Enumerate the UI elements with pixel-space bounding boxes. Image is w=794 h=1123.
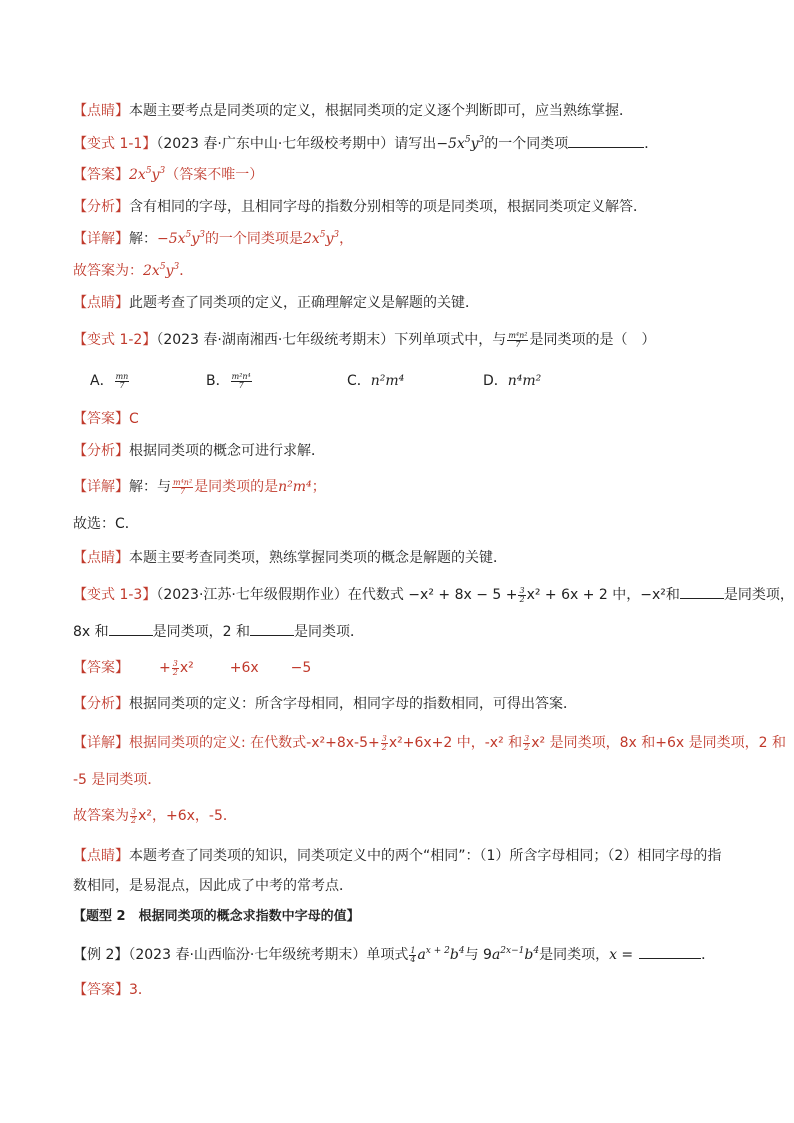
text: 根据同类项的定义：所含字母相同，相同字母的指数相同，可得出答案． <box>129 696 577 712</box>
expr: x = <box>609 947 634 963</box>
expr-base: a <box>491 947 501 963</box>
expr-sup: 4 <box>533 946 540 956</box>
text: 是同类项的是（ ） <box>529 332 656 348</box>
text: （2023 春·广东中山·七年级校考期中）请写出 <box>156 136 437 152</box>
expr-sup: 3 <box>199 230 205 240</box>
text: ． <box>179 263 194 279</box>
expr-base: y <box>470 136 479 152</box>
text: 的一个同类项是 <box>204 231 303 247</box>
fraction <box>130 808 137 825</box>
line-analysis-1-1 <box>73 197 647 217</box>
expr <box>417 947 464 963</box>
expr-sup: 5 <box>159 262 166 272</box>
numerator: 3 <box>131 806 137 816</box>
line-conclusion-1-2 <box>73 514 139 534</box>
expr-base: y <box>325 231 334 247</box>
expr-sup: 2x−1 <box>500 946 525 956</box>
answer-3: −5 <box>290 660 312 676</box>
numerator: 3 <box>172 658 178 668</box>
denominator: 2 <box>131 815 137 825</box>
line-conclusion-1-1 <box>73 261 193 281</box>
option-d[interactable] <box>483 371 541 391</box>
fraction <box>115 373 130 390</box>
line-detail-1-3 <box>73 733 786 753</box>
tag-label: 【分析】 <box>73 199 129 215</box>
expr-base: −5x <box>436 136 465 152</box>
expr-sup: 3 <box>173 262 180 272</box>
numerator: mn <box>115 371 129 381</box>
line-analysis-1-3 <box>73 694 577 714</box>
denominator: 7 <box>180 486 186 496</box>
fraction <box>172 660 179 677</box>
expr-base: 2x <box>143 263 160 279</box>
expr-sup: 3 <box>333 230 340 240</box>
text: ． <box>701 947 716 963</box>
fraction <box>231 373 252 390</box>
answer-1: x² <box>179 660 194 676</box>
heading-text: 【题型 2 根据同类项的概念求指数中字母的值】 <box>73 909 360 924</box>
line-detail-1-1 <box>73 229 353 249</box>
expr: n²m⁴ <box>278 479 312 495</box>
text: 故选：C． <box>73 516 139 532</box>
denominator: 4 <box>410 954 416 964</box>
text: 是同类项． <box>294 624 365 640</box>
text: 数相同，是易混点，因此成了中考的常考点． <box>73 878 353 894</box>
text: 与 9 <box>464 947 492 963</box>
expr-base: a <box>417 947 426 963</box>
line-variant-1-2 <box>73 330 655 350</box>
answer-blank[interactable] <box>250 621 294 636</box>
text: 8x 和 <box>73 624 109 640</box>
tag-label: 【答案】 <box>73 660 129 676</box>
expr-sup: 5 <box>185 230 192 240</box>
line-answer-2 <box>73 980 152 1000</box>
denominator: 2 <box>381 742 387 752</box>
text: 的一个同类项 <box>484 136 569 152</box>
options-row <box>90 371 710 395</box>
text: -5 是同类项． <box>73 772 162 788</box>
answer-blank[interactable] <box>680 584 724 599</box>
option-label: D． <box>483 373 508 389</box>
text: （2023 春·山西临汾·七年级统考期末）单项式 <box>128 947 409 963</box>
text: x²+6x+2 中，-x² 和 <box>388 735 523 751</box>
numerator: 1 <box>410 945 416 955</box>
text: ； <box>311 479 326 495</box>
fraction <box>523 735 530 752</box>
expr <box>143 263 179 279</box>
option-label: A． <box>90 373 114 389</box>
line-answer-1-2 <box>73 409 139 429</box>
expr-sup: 4 <box>458 946 465 956</box>
tag-label: 【答案】 <box>73 167 129 183</box>
text: 解： <box>129 231 157 247</box>
text: x² + 6x + 2 中，−x²和 <box>526 587 680 603</box>
expr-sup: x + 2 <box>425 946 450 956</box>
tag-label: 【点睛】 <box>73 848 129 864</box>
denominator: 7 <box>119 380 125 390</box>
tag-label: 【详解】 <box>73 735 129 751</box>
numerator: 3 <box>381 733 387 743</box>
answer-blank[interactable] <box>639 944 701 959</box>
expr <box>157 231 205 247</box>
numerator: m⁴n² <box>508 330 528 340</box>
expr-base: b <box>524 947 534 963</box>
text: 是同类项， <box>723 587 794 603</box>
numerator: 3 <box>519 585 525 595</box>
text: 是同类项，2 和 <box>152 624 251 640</box>
denominator: 7 <box>515 339 521 349</box>
option-c[interactable] <box>347 371 404 391</box>
line-detail-1-3-cont <box>73 770 161 790</box>
expr <box>492 947 539 963</box>
line-answer-1-3 <box>73 658 311 678</box>
answer-2: +6x <box>229 660 259 676</box>
line-conclusion-1-3 <box>73 806 237 826</box>
option-expr: n⁴m² <box>507 373 542 389</box>
text: 本题考查了同类项的知识，同类项定义中的两个“相同”：（1）所含字母相同；（2）相同字母的指 <box>129 848 722 864</box>
text: + <box>159 660 171 676</box>
expr-sup: 5 <box>145 166 152 176</box>
numerator: m²n⁴ <box>231 371 251 381</box>
text: 是同类项， <box>539 947 610 963</box>
line-variant-1-1 <box>73 133 658 154</box>
text: 故答案为 <box>73 808 129 824</box>
line-analysis-1-2 <box>73 441 325 461</box>
fraction <box>518 587 525 604</box>
line-variant-1-3 <box>73 584 794 605</box>
expr-base: 2x <box>129 167 146 183</box>
line-dianjing-4-cont <box>73 876 353 896</box>
text: 是同类项的是 <box>194 479 279 495</box>
text: 故答案为： <box>73 263 143 279</box>
line-detail-1-2 <box>73 477 326 497</box>
option-b[interactable] <box>206 371 253 391</box>
tag-label: 【答案】 <box>73 411 129 427</box>
text: ． <box>644 136 659 152</box>
line-variant-1-3-cont <box>73 621 364 642</box>
text: 本题主要考点是同类项的定义，根据同类项的定义逐个判断即可，应当熟练掌握． <box>129 103 633 119</box>
text: 根据同类项的概念可进行求解． <box>129 443 325 459</box>
fraction <box>172 479 193 496</box>
tag-label: 【分析】 <box>73 443 129 459</box>
answer-blank[interactable] <box>109 621 153 636</box>
denominator: 2 <box>172 667 178 677</box>
text: x² 是同类项，8x 和+6x 是同类项，2 和 <box>531 735 786 751</box>
text: 3． <box>129 982 152 998</box>
text: （2023·江苏·七年级假期作业）在代数式 −x² + 8x − 5 + <box>156 587 518 603</box>
text: 根据同类项的定义: 在代数式-x²+8x-5+ <box>129 735 380 751</box>
tag-label: 【变式 1-2】 <box>73 332 157 348</box>
text: 解：与 <box>129 479 171 495</box>
line-answer-1-1 <box>73 165 263 185</box>
answer-blank[interactable] <box>568 133 644 148</box>
numerator: 3 <box>524 733 530 743</box>
text: ， <box>339 231 354 247</box>
denominator: 2 <box>524 742 530 752</box>
expr-base: y <box>165 263 174 279</box>
expr-sup: 5 <box>464 135 471 145</box>
expr <box>303 231 339 247</box>
expr-sup: 3 <box>159 166 166 176</box>
line-dianjing-2 <box>73 293 479 313</box>
tag-label: 【答案】 <box>73 982 129 998</box>
text: 此题考查了同类项的定义，正确理解定义是解题的关键． <box>129 295 479 311</box>
fraction <box>409 947 416 964</box>
tag-label: 【详解】 <box>73 479 129 495</box>
line-example-2 <box>73 944 715 965</box>
line-dianjing-4 <box>73 846 721 866</box>
text: C <box>129 411 139 427</box>
fraction <box>507 332 528 349</box>
line-dianjing-3 <box>73 548 507 568</box>
line-dianjing-1 <box>73 101 633 121</box>
expr-base: b <box>449 947 459 963</box>
tag-label: 【分析】 <box>73 696 129 712</box>
expr-base: y <box>151 167 160 183</box>
tag-label: 【点睛】 <box>73 295 129 311</box>
expr-base: y <box>191 231 200 247</box>
text: x²，+6x，-5． <box>138 808 237 824</box>
expr <box>436 136 484 152</box>
expr-sup: 5 <box>319 230 326 240</box>
option-a[interactable] <box>90 371 130 391</box>
tag-label: 【变式 1-1】 <box>73 136 157 152</box>
expr-base: 2x <box>302 231 320 247</box>
text: 本题主要考查同类项，熟练掌握同类项的概念是解题的关键． <box>129 550 507 566</box>
answer-expr <box>129 167 165 183</box>
text: （答案不唯一） <box>165 167 264 183</box>
tag-label: 【点睛】 <box>73 550 129 566</box>
tag-label: 【详解】 <box>73 231 129 247</box>
option-label: C． <box>347 373 371 389</box>
text: （2023 春·湖南湘西·七年级统考期末）下列单项式中，与 <box>156 332 507 348</box>
denominator: 7 <box>238 380 244 390</box>
tag-label: 【变式 1-3】 <box>73 587 157 603</box>
option-label: B． <box>206 373 230 389</box>
fraction <box>381 735 388 752</box>
numerator: m⁴n² <box>173 477 193 487</box>
section-heading-type-2 <box>73 907 360 927</box>
expr-base: −5x <box>157 231 186 247</box>
expr-sup: 3 <box>478 135 485 145</box>
tag-label: 【例 2】 <box>73 947 129 963</box>
denominator: 2 <box>519 594 525 604</box>
tag-label: 【点睛】 <box>73 103 129 119</box>
text: 含有相同的字母，且相同字母的指数分别相等的项是同类项，根据同类项定义解答． <box>129 199 647 215</box>
option-expr: n²m⁴ <box>370 373 405 389</box>
